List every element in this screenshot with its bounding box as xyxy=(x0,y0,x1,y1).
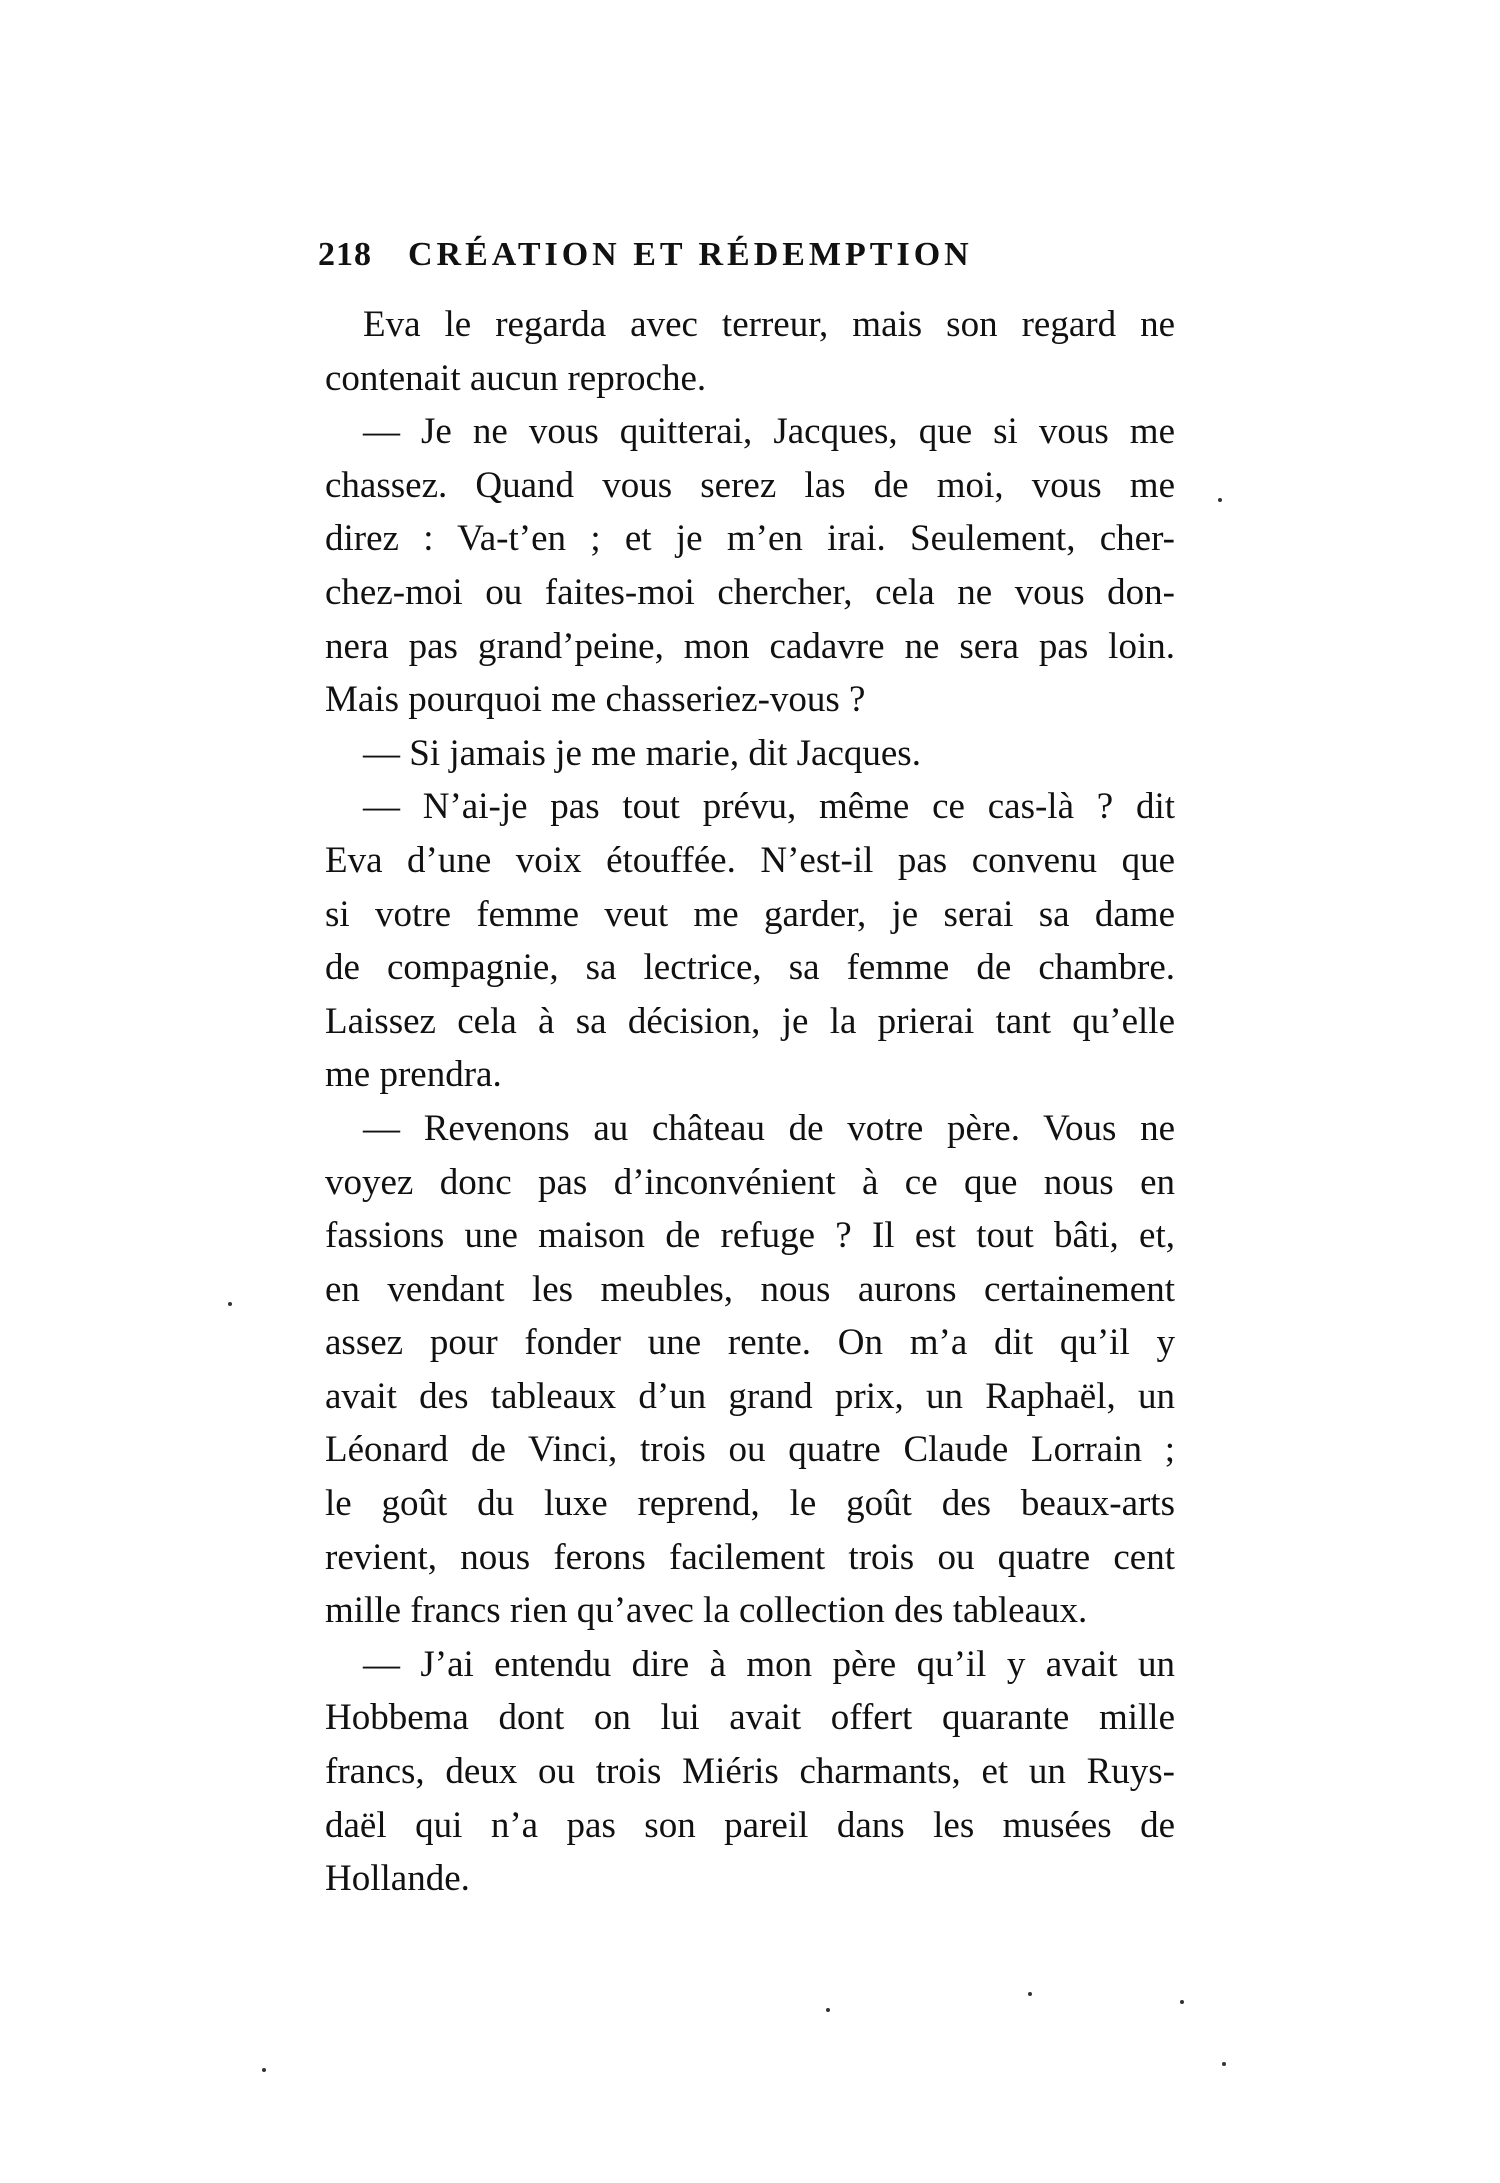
scan-speck xyxy=(1218,498,1222,502)
text-line: Eva d’une voix étouffée. N’est-il pas convenu que xyxy=(325,839,1175,881)
text-line: Hollande. xyxy=(325,1858,470,1900)
scan-speck xyxy=(826,2008,830,2012)
text-line: nera pas grand’peine, mon cadavre ne sera pas loin. xyxy=(325,625,1175,667)
text-line: me prendra. xyxy=(325,1054,502,1096)
text-line: en vendant les meubles, nous aurons certainement xyxy=(325,1268,1175,1310)
running-head xyxy=(318,236,1078,274)
text-line: revient, nous ferons facilement trois ou quatre cent xyxy=(325,1536,1175,1578)
text-line: direz : Va-t’en ; et je m’en irai. Seulement, cher- xyxy=(325,518,1175,560)
text-line: — Je ne vous quitterai, Jacques, que si vous me xyxy=(363,411,1175,453)
scan-speck xyxy=(1222,2062,1226,2066)
scan-speck xyxy=(228,1302,232,1306)
page-number: 218 xyxy=(318,236,372,273)
text-line: — N’ai-je pas tout prévu, même ce cas-là ? dit xyxy=(363,786,1175,828)
text-line: francs, deux ou trois Miéris charmants, et un Ruys- xyxy=(325,1751,1175,1793)
running-title: CRÉATION ET RÉDEMPTION xyxy=(408,236,973,273)
text-line: — J’ai entendu dire à mon père qu’il y avait un xyxy=(363,1643,1175,1685)
text-line: assez pour fonder une rente. On m’a dit qu’il y xyxy=(325,1322,1175,1364)
text-line: Hobbema dont on lui avait offert quarante mille xyxy=(325,1697,1175,1739)
text-line: Léonard de Vinci, trois ou quatre Claude Lorrain ; xyxy=(325,1429,1175,1471)
scan-speck xyxy=(1180,2000,1184,2004)
text-line: si votre femme veut me garder, je serai sa dame xyxy=(325,893,1175,935)
text-line: Mais pourquoi me chasseriez-vous ? xyxy=(325,679,866,721)
scan-speck xyxy=(1028,1992,1032,1996)
text-line: mille francs rien qu’avec la collection des tableaux. xyxy=(325,1590,1088,1632)
text-line: fassions une maison de refuge ? Il est tout bâti, et, xyxy=(325,1215,1175,1257)
text-line: le goût du luxe reprend, le goût des beaux-arts xyxy=(325,1483,1175,1525)
text-line: — Revenons au château de votre père. Vous ne xyxy=(363,1107,1175,1149)
text-line: contenait aucun reproche. xyxy=(325,357,707,399)
text-line: chassez. Quand vous serez las de moi, vous me xyxy=(325,464,1175,506)
text-line: chez-moi ou faites-moi chercher, cela ne vous don- xyxy=(325,571,1175,613)
scan-speck xyxy=(262,2068,266,2072)
text-line: — Si jamais je me marie, dit Jacques. xyxy=(363,732,921,774)
text-line: Eva le regarda avec terreur, mais son regard ne xyxy=(363,304,1175,345)
text-line: daël qui n’a pas son pareil dans les musées de xyxy=(325,1804,1175,1846)
text-line: Laissez cela à sa décision, je la prierai tant qu’elle xyxy=(325,1000,1175,1042)
body-text xyxy=(325,298,1175,1906)
text-line: voyez donc pas d’inconvénient à ce que nous en xyxy=(325,1161,1175,1203)
text-line: de compagnie, sa lectrice, sa femme de chambre. xyxy=(325,947,1175,989)
text-line: avait des tableaux d’un grand prix, un Raphaël, un xyxy=(325,1375,1175,1417)
